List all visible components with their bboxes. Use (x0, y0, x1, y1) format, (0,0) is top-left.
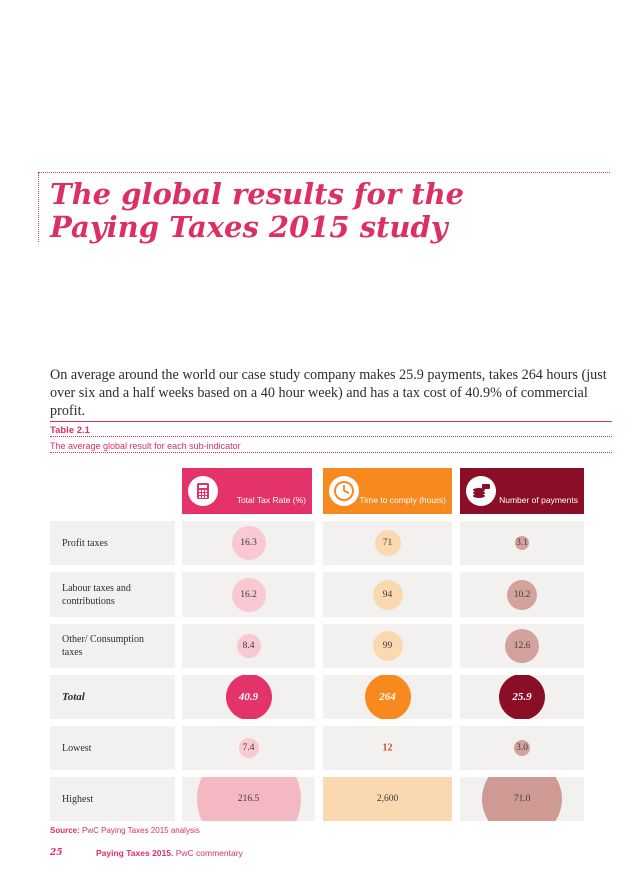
page-title (50, 178, 570, 244)
value-text: 94 (382, 589, 393, 600)
table-label-rule (50, 436, 612, 437)
value-text: 8.4 (242, 641, 255, 651)
value-cell (323, 777, 452, 821)
column-header-number-of-payments (460, 468, 584, 514)
column-header-time-to-comply (323, 468, 452, 514)
row-label-total: Total (50, 675, 175, 719)
value-cell (182, 572, 315, 617)
column-header-label: Time to comply (hours) (359, 495, 446, 505)
table-label: Table 2.1 (50, 425, 90, 436)
value-cell (182, 675, 315, 719)
value-cell (323, 624, 452, 668)
value-text: 12.6 (513, 641, 531, 651)
value-cell (460, 572, 584, 617)
value-cell (182, 726, 315, 770)
row-label-labour-taxes (50, 572, 175, 617)
page-number: 25 (50, 848, 63, 858)
value-text: 71 (382, 538, 393, 548)
value-cell (323, 521, 452, 565)
value-text: 25.9 (512, 691, 532, 703)
value-text: 3.1 (516, 538, 528, 548)
value-text: 264 (379, 691, 396, 703)
title-line-1: The global results for the (50, 177, 465, 211)
intro-paragraph: On average around the world our case study company makes 25.9 payments, takes 264 hours (just over six and a half weeks based on a 40 hour week) and has a tax cost of 40.9% of commercial profit. (50, 367, 607, 419)
value-cell (460, 777, 584, 821)
row-label-highest: Highest (50, 777, 175, 821)
source-prefix: Source: (50, 826, 80, 835)
row-label-text: Other/ Consumption taxes (62, 634, 144, 658)
value-text: 99 (382, 641, 393, 651)
value-cell (460, 675, 584, 719)
value-text: 16.3 (240, 538, 257, 548)
footer-doc-title: Paying Taxes 2015. (96, 848, 174, 858)
value-cell (323, 675, 452, 719)
value-cell (460, 726, 584, 770)
value-cell (182, 777, 315, 821)
source-text: PwC Paying Taxes 2015 analysis (82, 826, 200, 835)
table-caption-rule (50, 452, 612, 453)
value-text: 2,600 (376, 794, 399, 804)
source-note (50, 826, 200, 835)
row-label-text: Labour taxes and contributions (62, 582, 131, 607)
value-cell (182, 521, 315, 565)
title-line-2: Paying Taxes 2015 study (50, 210, 448, 244)
table-caption: The average global result for each sub-indicator (50, 441, 241, 451)
column-header-label: Total Tax Rate (%) (236, 495, 306, 505)
left-dotted-rule (38, 172, 39, 242)
value-cell (323, 572, 452, 617)
value-text: 12 (382, 742, 393, 754)
value-cell (182, 624, 315, 668)
value-text: 3.0 (516, 743, 528, 753)
value-cell (460, 521, 584, 565)
value-text: 40.9 (238, 691, 259, 703)
footer-subtitle: PwC commentary (175, 848, 243, 858)
value-text: 10.2 (513, 589, 531, 600)
row-label-other-consumption-taxes (50, 624, 175, 668)
column-header-label: Number of payments (499, 495, 578, 505)
top-dotted-rule (38, 172, 610, 173)
table-top-rule (50, 421, 612, 422)
row-label-profit-taxes: Profit taxes (50, 521, 175, 565)
column-header-total-tax-rate (182, 468, 312, 514)
value-text: 16.2 (240, 589, 257, 600)
value-cell (323, 726, 452, 770)
row-label-lowest: Lowest (50, 726, 175, 770)
value-text: 7.4 (242, 743, 255, 753)
footer-text (96, 848, 243, 858)
value-cell (460, 624, 584, 668)
value-text: 71.0 (513, 794, 531, 804)
value-text: 216.5 (237, 794, 260, 804)
